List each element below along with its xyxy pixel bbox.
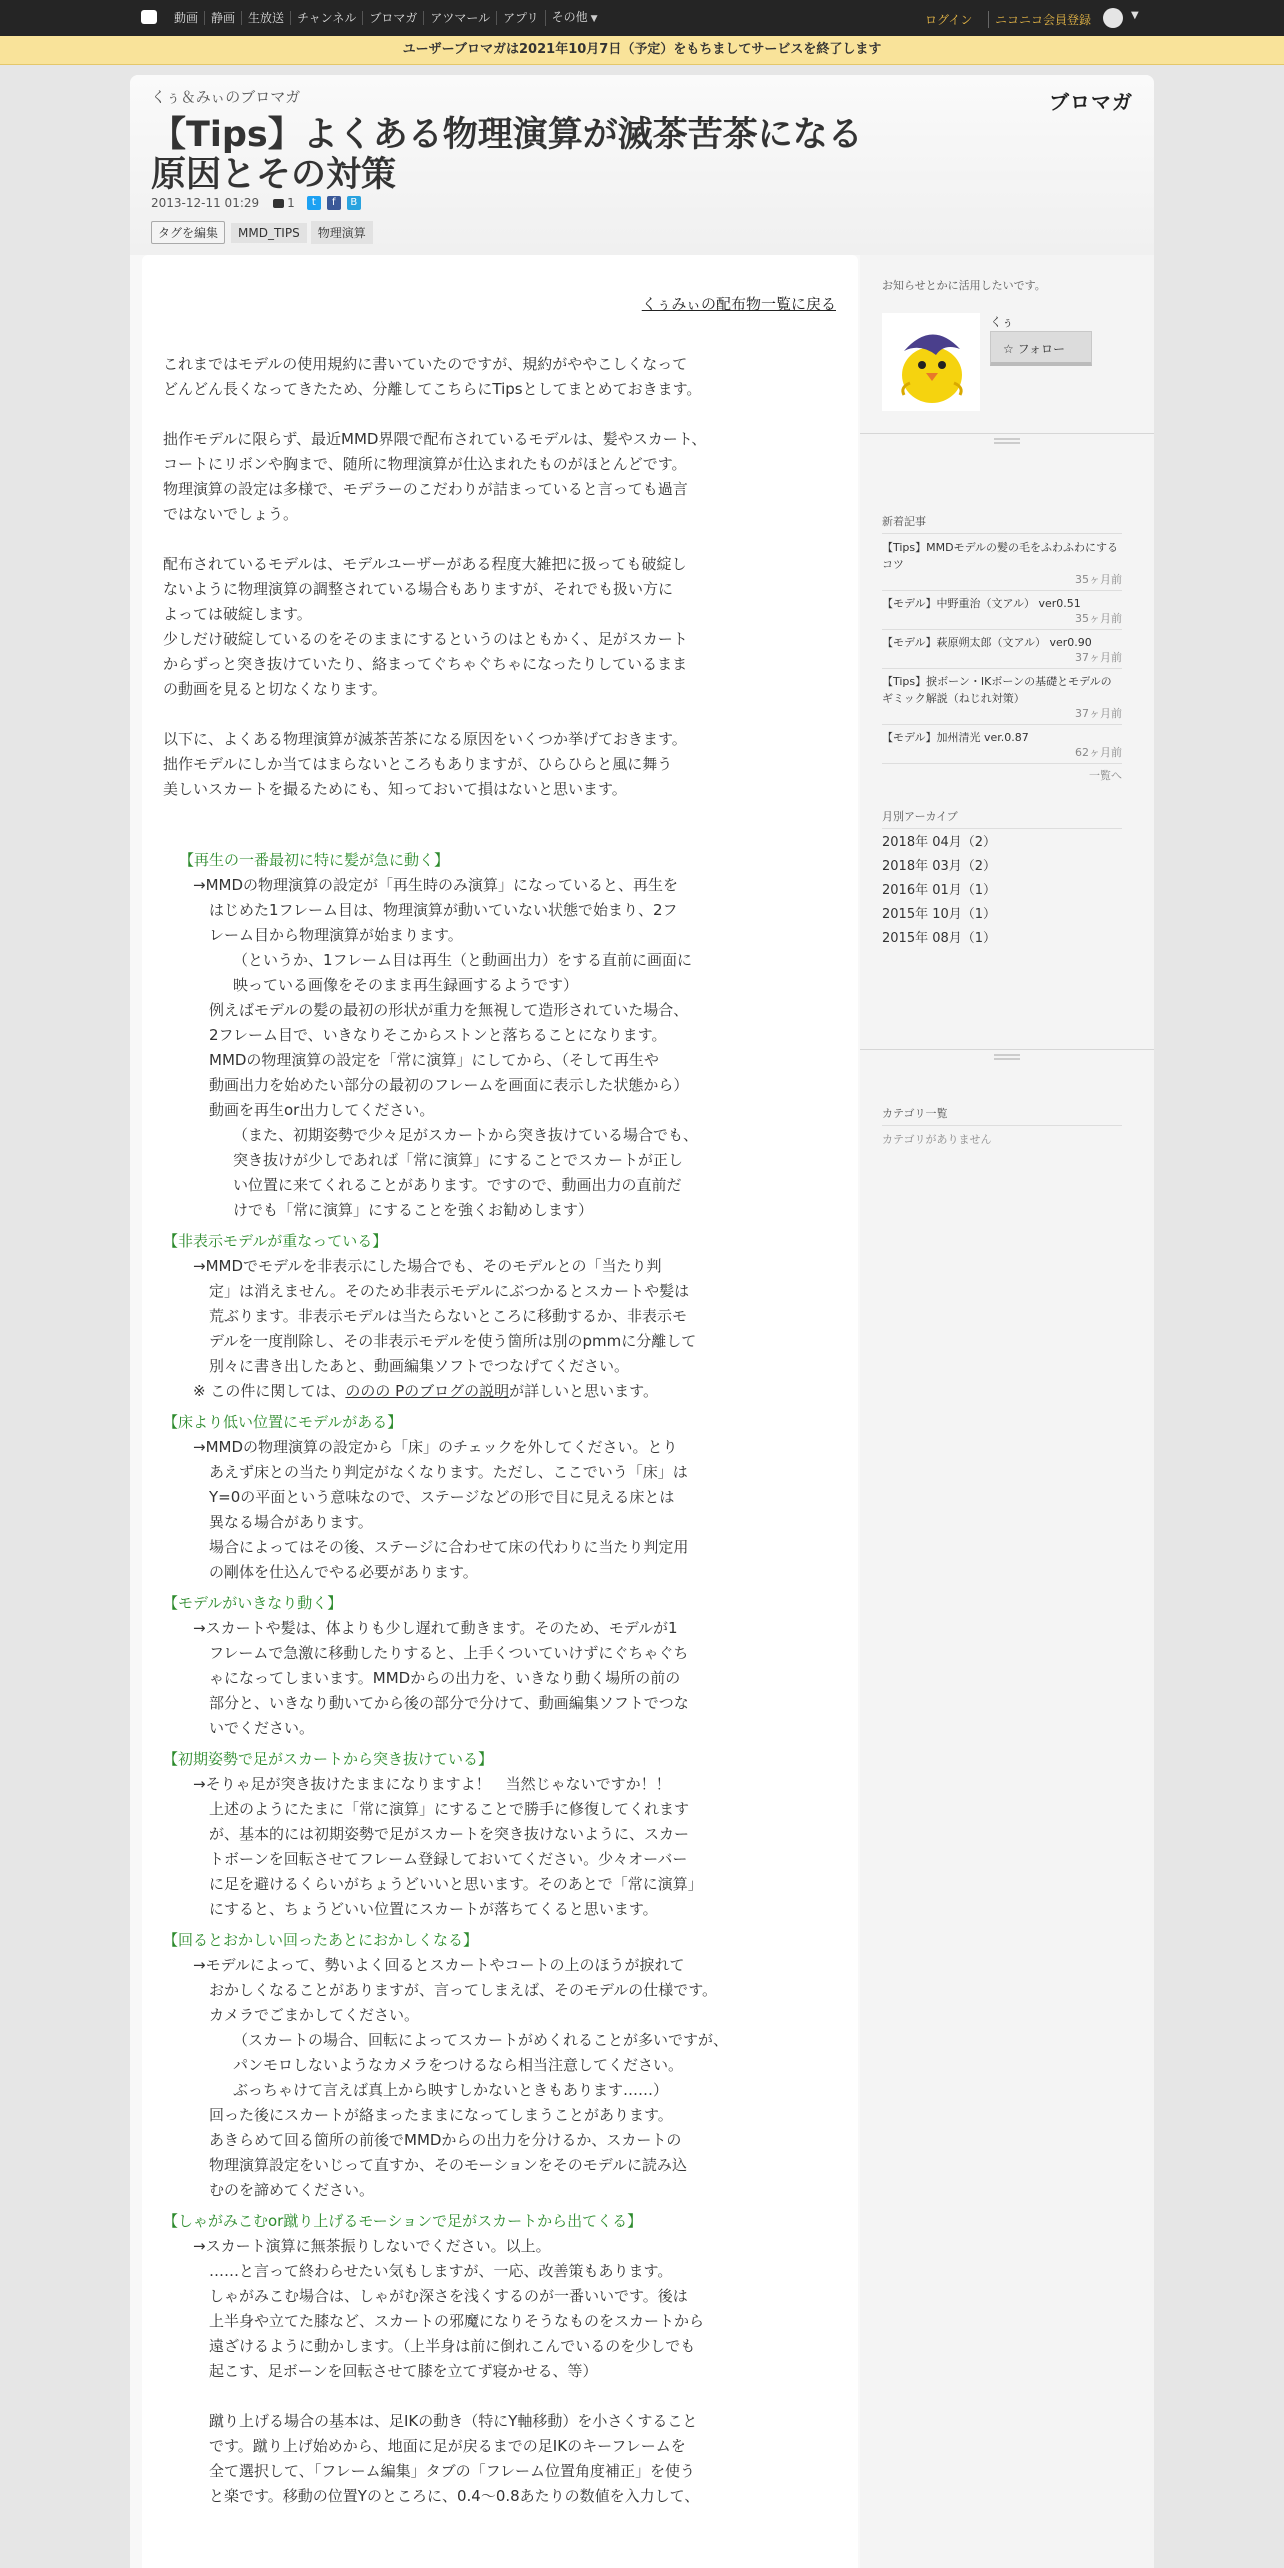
comment-count[interactable]: 1	[287, 196, 295, 210]
recent-article-title[interactable]: 【モデル】萩原朔太郎（文アル） ver0.90	[882, 636, 1092, 649]
text-line: が、基本的には初期姿勢で足がスカートを突き抜けないように、スカー	[209, 1825, 690, 1843]
nav-item-other-label: その他	[551, 10, 588, 24]
text-line: 動画出力を始めたい部分の最初のフレームを画面に表示した状態から）	[209, 1076, 689, 1094]
more-articles-link[interactable]: 一覧へ	[1089, 769, 1122, 782]
text-line: 異なる場合があります。	[209, 1513, 373, 1531]
grip-icon	[994, 1054, 1020, 1060]
recent-articles-list	[882, 535, 1122, 764]
text-line: （というか、1フレーム目は再生（と動画出力）をする直前に画面に	[233, 951, 692, 969]
niconico-logo-icon[interactable]	[141, 10, 157, 24]
text-line: トボーンを回転させてフレーム登録しておいてください。少々オーバー	[209, 1850, 688, 1868]
recent-article-time: 37ヶ月前	[1075, 651, 1122, 664]
nav-item-seiga[interactable]: 静画	[204, 11, 241, 25]
text-line: に足を避けるくらいがちょうどいいと思います。そのあとで「常に演算」	[209, 1875, 703, 1893]
text-line: ……と言って終わらせたい気もしますが、一応、改善策もあります。	[209, 2262, 673, 2280]
grip-icon	[994, 438, 1020, 444]
text-line: 場合によってはその後、ステージに合わせて床の代わりに当たり判定用	[209, 1538, 689, 1556]
recent-article-time: 37ヶ月前	[1075, 707, 1122, 720]
text-line: い位置に来てくれることがあります。ですので、動画出力の直前だ	[233, 1176, 682, 1194]
signup-link[interactable]: ニコニコ会員登録	[988, 11, 1091, 28]
user-menu-chevron-icon[interactable]: ▼	[1131, 10, 1139, 21]
text-line: 2フレーム目で、いきなりそこからストンと落ちることになります。	[209, 1026, 667, 1044]
sidebar	[860, 255, 1154, 2568]
recent-articles-heading: 新着記事	[882, 513, 1122, 534]
text-line: 以下に、よくある物理演算が滅茶苦茶になる原因をいくつか挙げておきます。	[163, 730, 687, 748]
tag-list	[151, 221, 377, 244]
follow-button[interactable]	[990, 331, 1092, 366]
text-line: はじめた1フレーム目は、物理演算が動いていない状態で始まり、2フ	[209, 901, 678, 919]
text-line: フレームで急激に移動したりすると、上手くついていけずにぐちゃぐち	[209, 1644, 689, 1662]
article-body	[142, 255, 858, 2568]
text-line: 蹴り上げる場合の基本は、足IKの動き（特にY軸移動）を小さくすること	[209, 2412, 698, 2430]
page-wrapper	[130, 75, 1154, 2568]
text-line: →MMDの物理演算の設定から「床」のチェックを外してください。とり	[193, 1438, 678, 1456]
category-empty-text: カテゴリがありません	[882, 1133, 992, 1146]
text-line: おかしくなることがありますが、言ってしまえば、そのモデルの仕様です。	[209, 1981, 718, 1999]
text-line: 物理演算設定をいじって直すか、そのモーションをそのモデルに読み込	[209, 2156, 688, 2174]
text-line: からずっと突き抜けていたり、絡まってぐちゃぐちゃになったりしているまま	[163, 655, 688, 673]
text-line: 配布されているモデルは、モデルユーザーがある程度大雑把に扱っても破綻し	[163, 555, 687, 573]
text-line: むのを諦めてください。	[209, 2181, 375, 2199]
text-line: →スカート演算に無茶振りしないでください。以上。	[193, 2237, 551, 2255]
top-nav-bar	[0, 0, 1284, 36]
text-line: →そりゃ足が突き抜けたままになりますよ！ 当然じゃないですか！！	[193, 1775, 671, 1793]
text-line: （また、初期姿勢で少々足がスカートから突き抜けている場合でも、	[233, 1126, 699, 1144]
blog-header	[130, 75, 1154, 255]
nav-item-channel[interactable]: チャンネル	[290, 11, 362, 25]
text-line: ゃになってしまいます。MMDからの出力を、いきなり動く場所の前の	[209, 1669, 681, 1687]
recent-article-title[interactable]: 【Tips】捩ボーン・IKボーンの基礎とモデルのギミック解説（ねじれ対策）	[882, 675, 1112, 705]
text-line: →スカートや髪は、体よりも少し遅れて動きます。そのため、モデルが1	[193, 1619, 678, 1637]
text-line: 全て選択して、「フレーム編集」タブの「フレーム位置角度補正」を使う	[209, 2462, 696, 2480]
recent-article-time: 62ヶ月前	[1075, 746, 1122, 759]
text-line: の剛体を仕込んでやる必要があります。	[209, 1563, 478, 1581]
hatena-bookmark-icon[interactable]: B	[347, 196, 361, 210]
text-line: けでも「常に演算」にすることを強くお勧めします）	[233, 1201, 594, 1219]
text-line: 回った後にスカートが絡まったままになってしまうことがあります。	[209, 2106, 673, 2124]
archive-heading: 月別アーカイブ	[882, 808, 1122, 829]
nav-item-video[interactable]: 動画	[174, 11, 199, 25]
recent-article-item[interactable]	[882, 535, 1122, 591]
text-line: →モデルによって、勢いよく回るとスカートやコートの上のほうが捩れて	[193, 1956, 685, 1974]
article-title: 【Tips】よくある物理演算が滅茶苦茶になる原因とその対策	[151, 115, 863, 195]
text-line: にすると、ちょうどいい位置にスカートが落ちてくると思います。	[209, 1900, 658, 1918]
user-avatar[interactable]	[1103, 8, 1123, 28]
category-heading: カテゴリ一覧	[882, 1105, 1122, 1126]
article-date: 2013-12-11 01:29	[151, 196, 260, 210]
text-line: これまではモデルの使用規約に書いていたのですが、規約がややこしくなって	[163, 355, 688, 373]
archive-item[interactable]: 2015年 10月（1）	[882, 907, 997, 922]
section-heading: 【初期姿勢で足がスカートから突き抜けている】	[163, 1750, 494, 1768]
recent-article-time: 35ヶ月前	[1075, 573, 1122, 586]
section-heading: 【モデルがいきなり動く】	[163, 1594, 343, 1612]
text-line: ではないでしょう。	[163, 505, 299, 523]
star-icon: ☆	[1003, 342, 1018, 356]
recent-article-title[interactable]: 【モデル】中野重治（文アル） ver0.51	[882, 597, 1081, 610]
article-meta	[151, 195, 367, 211]
text-line: デルを一度削除し、その非表示モデルを使う箇所は別のpmmに分離して	[209, 1332, 697, 1350]
note-prefix: ※ この件に関しては、	[193, 1382, 346, 1400]
text-line: →MMDの物理演算の設定が「再生時のみ演算」になっていると、再生を	[193, 876, 679, 894]
text-line: パンモロしないようなカメラをつけるなら相当注意してください。	[233, 2056, 684, 2074]
text-line: 拙作モデルに限らず、最近MMD界隈で配布されているモデルは、髪やスカート、	[163, 430, 707, 448]
text-line: 別々に書き出したあと、動画編集ソフトでつなげてください。	[209, 1357, 630, 1375]
section-heading: 【再生の一番最初に特に髪が急に動く】	[179, 851, 450, 869]
recent-article-item[interactable]	[882, 725, 1122, 764]
section-heading: 【非表示モデルが重なっている】	[163, 1232, 388, 1250]
text-line: ぶっちゃけて言えば真上から映すしかないときもあります……）	[233, 2081, 669, 2099]
comment-icon	[273, 199, 284, 208]
text-line: 美しいスカートを撮るためにも、知っておいて損はないと思います。	[163, 780, 627, 798]
article-text	[163, 352, 803, 2509]
sidebar-notice: お知らせとかに活用したいです。	[882, 279, 1046, 292]
archive-item[interactable]: 2015年 08月（1）	[882, 931, 997, 946]
archive-item[interactable]: 2018年 04月（2）	[882, 835, 997, 850]
section-heading: 【しゃがみこむor蹴り上げるモーションで足がスカートから出てくる】	[163, 2212, 643, 2230]
blomaga-logo[interactable]: ブロマガ	[1049, 90, 1133, 114]
text-line: 起こす、足ボーンを回転させて膝を立てず寝かせる、等）	[209, 2362, 598, 2380]
section-heading: 【回るとおかしい回ったあとにおかしくなる】	[163, 1931, 479, 1949]
recent-article-title[interactable]: 【Tips】MMDモデルの髪の毛をふわふわにするコツ	[882, 541, 1119, 571]
recent-article-time: 35ヶ月前	[1075, 612, 1122, 625]
blog-name-link[interactable]: くぅ＆みぃのブロマガ	[151, 88, 301, 106]
section-divider	[860, 1049, 1154, 1064]
text-line: 荒ぶります。非表示モデルは当たらないところに移動するか、非表示モ	[209, 1307, 688, 1325]
section-divider	[860, 433, 1154, 448]
text-line: 物理演算の設定は多様で、モデラーのこだわりが詰まっていると言っても過言	[163, 480, 688, 498]
edit-tags-button[interactable]: タグを編集	[151, 221, 225, 244]
text-line: Y=0の平面という意味なので、ステージなどの形で目に見える床とは	[209, 1488, 675, 1506]
text-line: 動画を再生or出力してください。	[209, 1101, 435, 1119]
text-line: →MMDでモデルを非表示にした場合でも、そのモデルとの「当たり判	[193, 1257, 662, 1275]
text-line: ないように物理演算の調整されている場合もありますが、それでも扱い方に	[163, 580, 674, 598]
profile-name[interactable]: くぅ	[990, 315, 1014, 329]
follow-label: フォロー	[1017, 342, 1065, 356]
note-suffix: が詳しいと思います。	[509, 1382, 658, 1400]
text-line: です。蹴り上げ始めから、地面に足が戻るまでの足IKのキーフレームを	[209, 2437, 686, 2455]
facebook-share-icon[interactable]: f	[327, 196, 341, 210]
tag-item[interactable]: 物理演算	[311, 221, 373, 244]
text-line: しゃがみこむ場合は、しゃがむ深さを浅くするのが一番いいです。後は	[209, 2287, 688, 2305]
text-line: 上述のようにたまに「常に演算」にすることで勝手に修復してくれます	[209, 1800, 690, 1818]
text-line	[163, 1379, 803, 1404]
archive-item[interactable]: 2016年 01月（1）	[882, 883, 997, 898]
text-line: よっては破綻します。	[163, 605, 312, 623]
recent-article-item[interactable]	[882, 591, 1122, 630]
nav-item-app[interactable]: アプリ	[496, 11, 545, 25]
nav-item-atsumaru[interactable]: アツマール	[423, 11, 496, 25]
recent-article-title[interactable]: 【モデル】加州清光 ver.0.87	[882, 731, 1029, 744]
archive-item[interactable]: 2018年 03月（2）	[882, 859, 997, 874]
service-end-notice: ユーザーブロマガは2021年10月7日（予定）をもちましてサービスを終了します	[0, 36, 1284, 65]
distribution-list-link[interactable]: くぅみぃの配布物一覧に戻る	[641, 295, 836, 313]
text-line: 上半身や立てた膝など、スカートの邪魔になりそうなものをスカートから	[209, 2312, 705, 2330]
text-line: いでください。	[209, 1719, 315, 1737]
text-line: 遠ざけるように動かします。（上半身は前に倒れこんでいるのを少しでも	[209, 2337, 696, 2355]
chevron-down-icon: ▼	[590, 14, 598, 24]
tag-item[interactable]: MMD_TIPS	[231, 223, 307, 243]
recent-article-item[interactable]	[882, 630, 1122, 669]
recent-article-item[interactable]	[882, 669, 1122, 725]
text-line: カメラでごまかしてください。	[209, 2006, 420, 2024]
text-line: と楽です。移動の位置Yのところに、0.4～0.8あたりの数値を入力して、	[209, 2487, 700, 2505]
text-line: どんどん長くなってきたため、分離してこちらにTipsとしてまとめておきます。	[163, 380, 702, 398]
nav-item-other[interactable]	[545, 10, 604, 26]
chick-avatar-icon	[882, 313, 980, 411]
text-line: コートにリボンや胸まで、随所に物理演算が仕込まれたものがほとんどです。	[163, 455, 687, 473]
external-blog-link[interactable]: ののの Pのブログの説明	[345, 1382, 510, 1400]
profile-avatar[interactable]	[882, 313, 980, 411]
nav-item-live[interactable]: 生放送	[241, 11, 290, 25]
text-line: MMDの物理演算の設定を「常に演算」にしてから、（そして再生や	[209, 1051, 659, 1069]
text-line: 部分と、いきなり動いてから後の部分で分けて、動画編集ソフトでつな	[209, 1694, 689, 1712]
section-heading: 【床より低い位置にモデルがある】	[163, 1413, 403, 1431]
text-line: 定」は消えません。そのため非表示モデルにぶつかるとスカートや髪は	[209, 1282, 690, 1300]
text-line: 例えばモデルの髪の最初の形状が重力を無視して造形されていた場合、	[209, 1001, 689, 1019]
twitter-share-icon[interactable]: t	[307, 196, 321, 210]
text-line: あえず床との当たり判定がなくなります。ただし、ここでいう「床」は	[209, 1463, 688, 1481]
text-line: 少しだけ破綻しているのをそのままにするというのはともかく、足がスカート	[163, 630, 688, 648]
login-link[interactable]: ログイン	[925, 13, 973, 27]
text-line: 映っている画像をそのまま再生録画するようです）	[233, 976, 579, 994]
nav-menu	[168, 0, 604, 36]
text-line: の動画を見ると切なくなります。	[163, 680, 387, 698]
text-line: あきらめて回る箇所の前後でMMDからの出力を分けるか、スカートの	[209, 2131, 682, 2149]
text-line: レーム目から物理演算が始まります。	[209, 926, 463, 944]
text-line: 突き抜けが少しであれば「常に演算」にすることでスカートが正し	[233, 1151, 684, 1169]
archive-list	[882, 831, 1122, 951]
text-line: 拙作モデルにしか当てはまらないところもありますが、ひらひらと風に舞う	[163, 755, 673, 773]
text-line: （スカートの場合、回転によってスカートがめくれることが多いですが、	[233, 2031, 729, 2049]
nav-item-blomaga[interactable]: ブロマガ	[362, 11, 423, 25]
